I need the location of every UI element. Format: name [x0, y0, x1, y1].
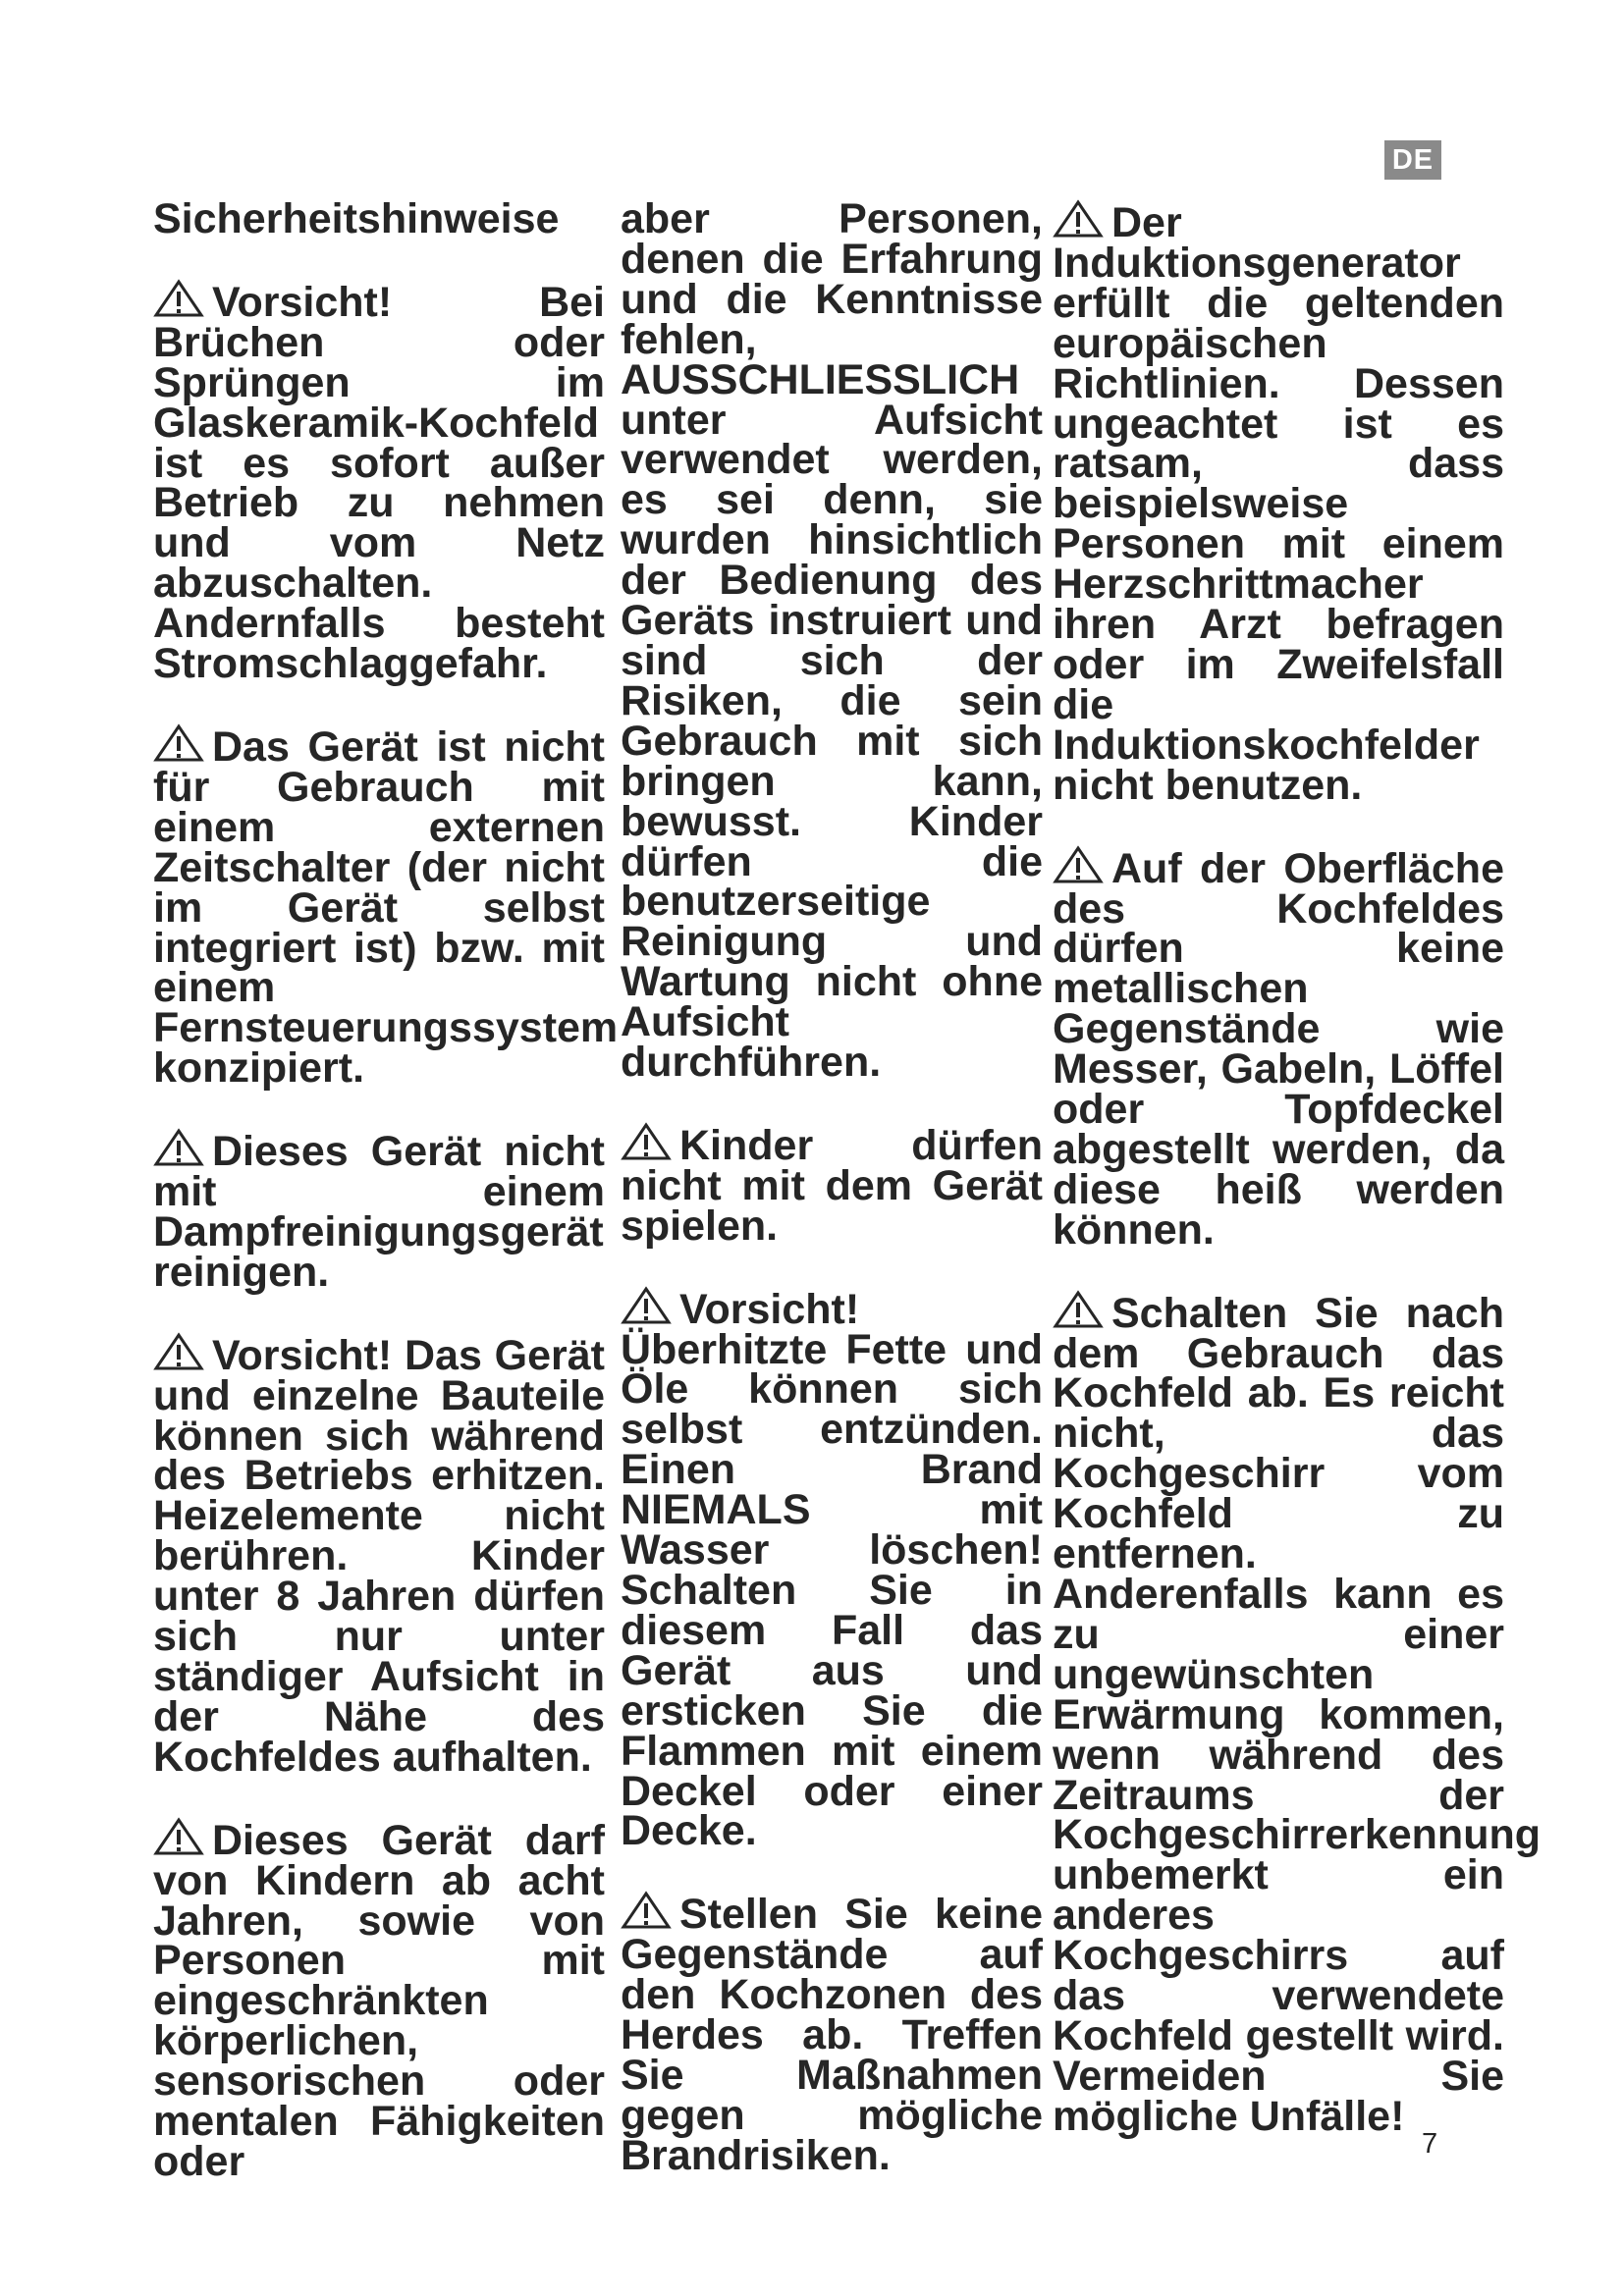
warning-paragraph [153, 278, 605, 688]
warning-paragraph [621, 1121, 1043, 1250]
warning-triangle-icon [1053, 845, 1104, 884]
warning-triangle-icon [153, 1128, 204, 1167]
warning-triangle-icon [1053, 199, 1104, 239]
warning-paragraph [153, 1331, 605, 1781]
paragraph-text: Dieses Gerät nicht mit einem Dampfreinigungsgerät reinigen. [153, 1128, 605, 1296]
page-number: 7 [1422, 2128, 1438, 2160]
column-1 [153, 195, 619, 2221]
warning-paragraph [1053, 1289, 1541, 2140]
paragraph-text: Vorsicht! Bei Brüchen oder Sprüngen im Glaskeramik-Kochfeld ist es sofort außer Betrieb zu nehmen und vom Netz abzuschalten. Andernfalls besteht Stromschlaggefahr. [153, 278, 605, 688]
warning-triangle-icon [621, 1286, 672, 1325]
warning-triangle-icon [621, 1891, 672, 1930]
warning-triangle-icon [153, 279, 204, 318]
paragraph-text: Der Induktionsgenerator erfüllt die geltenden europäischen Richtlinien. Dessen ungeachtet ist es ratsam, dass beispielsweise Personen mit einem Herzschrittmacher ihren Arzt befragen oder im Zweifelsfall die Induktionskochfelder nicht benutzen. [1053, 199, 1504, 809]
warning-triangle-icon [153, 1817, 204, 1856]
column-2 [621, 195, 1043, 2216]
paragraph-text: Vorsicht! Überhitzte Fette und Öle können sich selbst entzünden. Einen Brand NIEMALS mit Wasser löschen! Schalten Sie in diesem Fall das Gerät aus und ersticken Sie die Flammen mit einem Deckel oder einer Decke. [621, 1285, 1043, 1855]
warning-paragraph [153, 1816, 605, 2185]
warning-triangle-icon [621, 1122, 672, 1161]
paragraph-text: Das Gerät ist nicht für Gebrauch mit einem externen Zeitschalter (der nicht im Gerät selbst integriert ist) bzw. mit einem Fernsteuerungssystem konzipiert. [153, 722, 619, 1093]
paragraph-text: Schalten Sie nach dem Gebrauch das Kochfeld ab. Es reicht nicht, das Kochgeschirr vom Kochfeld zu entfernen. Anderenfalls kann es zu einer ungewünschten Erwärmung kommen, wenn während des Zeitraums der Kochgeschirrerkennung unbemerkt ein anderes Kochgeschirrs auf das verwendete Kochfeld gestellt wird. Vermeiden Sie mögliche Unfälle! [1053, 1289, 1541, 2140]
paragraph-text: Auf der Oberfläche des Kochfeldes dürfen keine metallischen Gegenstände wie Messer, Gabeln, Löffel oder Topfdeckel abgestellt werden, da diese heiß werden können. [1053, 844, 1504, 1254]
warning-paragraph [153, 722, 619, 1093]
paragraph-text: Dieses Gerät darf von Kindern ab acht Jahren, sowie von Personen mit eingeschränkten körperlichen, sensorischen oder mentalen Fähigkeiten oder [153, 1816, 605, 2185]
warning-paragraph [153, 1128, 605, 1296]
section-heading: Sicherheitshinweise [153, 195, 560, 242]
warning-paragraph [1053, 844, 1504, 1254]
paragraph-text: Vorsicht! Das Gerät und einzelne Bauteile können sich während des Betriebs erhitzen. Heizelemente nicht berühren. Kinder unter 8 Jahren dürfen sich nur unter ständiger Aufsicht in der Nähe des Kochfeldes aufhalten. [153, 1331, 605, 1781]
language-badge: DE [1384, 140, 1441, 180]
warning-triangle-icon [153, 723, 204, 763]
paragraph: aber Personen, denen die Erfahrung und die Kenntnisse fehlen, AUSSCHLIESSLICH unter Aufsicht verwendet werden, es sei denn, sie wurden hinsichtlich der Bedienung des Geräts instruiert und sind sich der Risiken, die sein Gebrauch mit sich bringen kann, bewusst. Kinder dürfen die benutzerseitige Reinigung und Wartung nicht ohne Aufsicht durchführen. [621, 195, 1043, 1087]
column-3 [1053, 199, 1541, 2176]
paragraph-text: Stellen Sie keine Gegenstände auf den Kochzonen des Herdes ab. Treffen Sie Maßnahmen gegen mögliche Brandrisiken. [621, 1891, 1043, 2179]
warning-triangle-icon [1053, 1290, 1104, 1329]
warning-paragraph [621, 1891, 1043, 2179]
paragraph-text: Kinder dürfen nicht mit dem Gerät spielen. [621, 1121, 1043, 1250]
warning-paragraph [1053, 199, 1504, 809]
warning-paragraph [621, 1285, 1043, 1855]
warning-triangle-icon [153, 1332, 204, 1371]
